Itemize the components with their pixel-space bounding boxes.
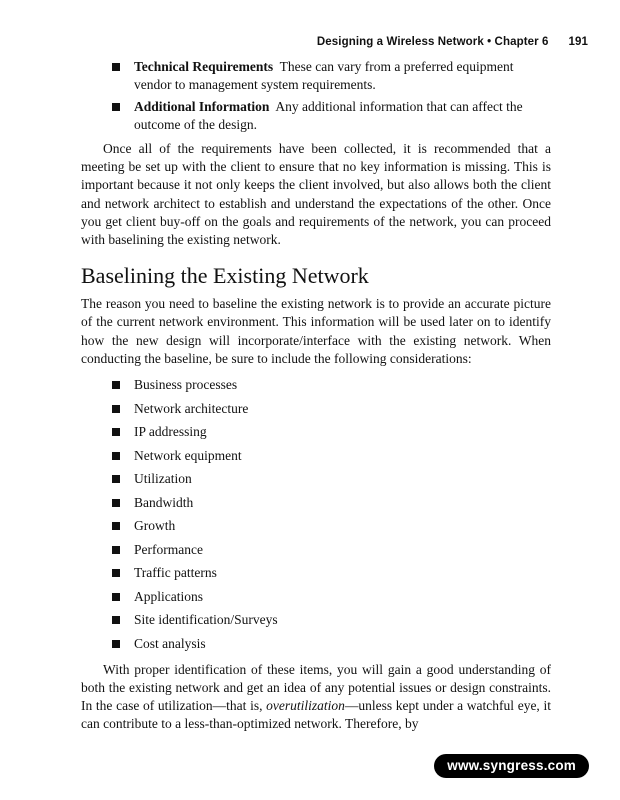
list-item: Network equipment bbox=[81, 447, 551, 465]
requirements-list bbox=[81, 58, 551, 134]
running-title: Designing a Wireless Network • Chapter 6 bbox=[316, 36, 549, 48]
list-item bbox=[81, 98, 551, 134]
list-item: Network architecture bbox=[81, 400, 551, 418]
bullet-text: Any additional information that can affect the outcome of the design. bbox=[134, 99, 523, 132]
paragraph-text-end: —unless kept under a watchful eye, it can contribute to a less-than-optimized network. Therefore, by bbox=[81, 697, 551, 732]
page-body bbox=[81, 58, 551, 733]
website-badge: www.syngress.com bbox=[434, 754, 589, 778]
list-item: Performance bbox=[81, 541, 551, 559]
paragraph-baseline-intro: The reason you need to baseline the existing network is to provide an accurate picture of the current network environment. This information will be used later on to identify how the new design will incorporate/interface with the existing network. When conducting the baseline, be sure to include the following considerations: bbox=[81, 296, 551, 366]
list-item: Site identification/Surveys bbox=[81, 611, 551, 629]
bullet-term: Technical Requirements bbox=[134, 59, 274, 74]
paragraph-identification bbox=[81, 661, 551, 734]
list-item bbox=[81, 58, 551, 94]
list-item: Utilization bbox=[81, 470, 551, 488]
paragraph-requirements-meeting: Once all of the requirements have been collected, it is recommended that a meeting be set up with the client to ensure that no key information is missing. This is important because it not only keeps the client involved, but also allows both the client and network architect to establish and understand the expectations of the other. Once you get client buy-off on the goals and requirements of the network, you can proceed with baselining the existing network. bbox=[81, 141, 551, 248]
running-header bbox=[317, 36, 588, 48]
list-item: Business processes bbox=[81, 376, 551, 394]
considerations-list bbox=[81, 376, 551, 653]
bullet-text: These can vary from a preferred equipment vendor to management system requirements. bbox=[134, 59, 514, 92]
emphasis-term: overutilization bbox=[266, 697, 345, 713]
list-item: Bandwidth bbox=[81, 494, 551, 512]
list-item: Applications bbox=[81, 588, 551, 606]
list-item: Cost analysis bbox=[81, 635, 551, 653]
paragraph-text-start: With proper identification of these items, you will gain a good understanding of both the existing network and get an idea of any potential issues or design constraints. In the case of utilization—that is, bbox=[81, 661, 551, 713]
list-item: Traffic patterns bbox=[81, 564, 551, 582]
bullet-term: Additional Information bbox=[134, 99, 270, 114]
page-number: 191 bbox=[568, 36, 588, 48]
section-heading: Baselining the Existing Network bbox=[81, 263, 369, 289]
list-item: IP addressing bbox=[81, 423, 551, 441]
list-item: Growth bbox=[81, 517, 551, 535]
